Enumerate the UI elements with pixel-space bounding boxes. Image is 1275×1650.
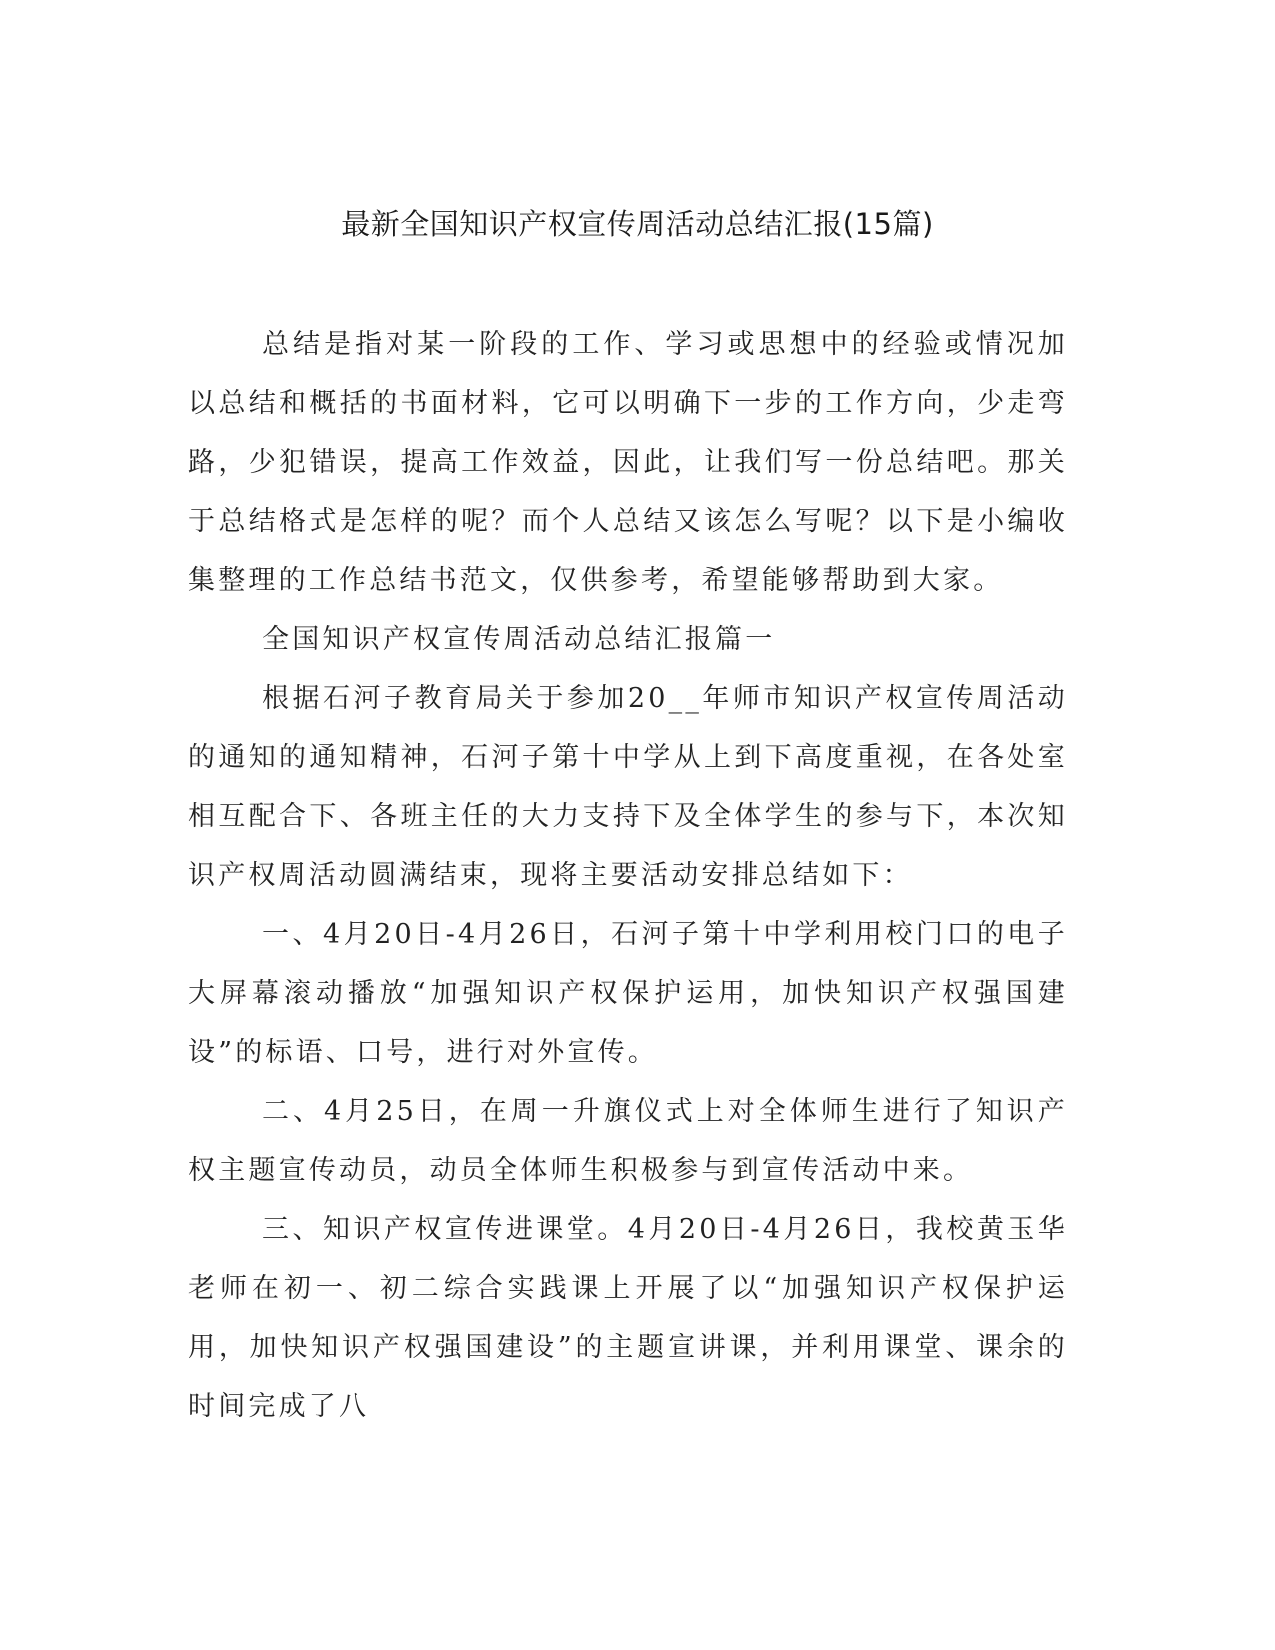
paragraph-background: 根据石河子教育局关于参加20__年师市知识产权宣传周活动的通知的通知精神，石河子第十中学从上到下高度重视，在各处室相互配合下、各班主任的大力支持下及全体学生的参与下，本次知识产权周活动圆满结束，现将主要活动安排总结如下： bbox=[188, 683, 1068, 891]
paragraph-item-2: 二、4月25日，在周一升旗仪式上对全体师生进行了知识产权主题宣传动员，动员全体师生积极参与到宣传活动中来。 bbox=[188, 1096, 1068, 1186]
document-title: 最新全国知识产权宣传周活动总结汇报(15篇) bbox=[341, 207, 934, 241]
document-body bbox=[188, 315, 1068, 1436]
section-heading: 全国知识产权宣传周活动总结汇报篇一 bbox=[262, 624, 776, 655]
paragraph-intro: 总结是指对某一阶段的工作、学习或思想中的经验或情况加以总结和概括的书面材料，它可以明确下一步的工作方向，少走弯路，少犯错误，提高工作效益，因此，让我们写一份总结吧。那关于总结格式是怎样的呢？而个人总结又该怎么写呢？以下是小编收集整理的工作总结书范文，仅供参考，希望能够帮助到大家。 bbox=[188, 329, 1068, 596]
paragraph-item-3: 三、知识产权宣传进课堂。4月20日-4月26日，我校黄玉华老师在初一、初二综合实践课上开展了以“加强知识产权保护运用，加快知识产权强国建设”的主题宣讲课，并利用课堂、课余的时间完成了八 bbox=[188, 1214, 1068, 1422]
paragraph-item-1: 一、4月20日-4月26日，石河子第十中学利用校门口的电子大屏幕滚动播放“加强知识产权保护运用，加快知识产权强国建设”的标语、口号，进行对外宣传。 bbox=[188, 919, 1068, 1068]
